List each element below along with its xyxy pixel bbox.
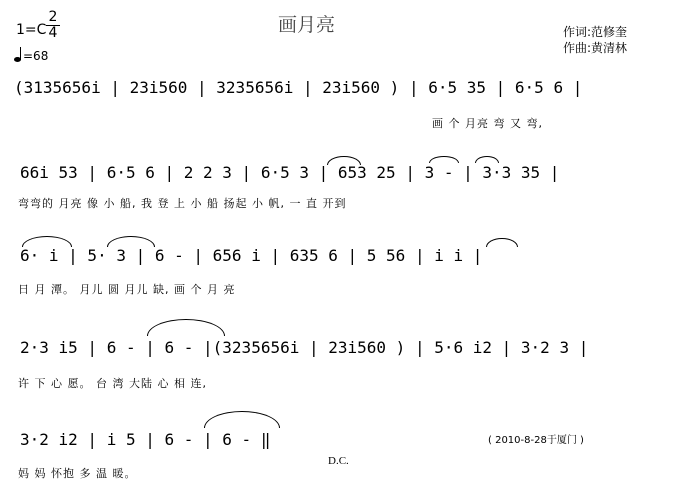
composition-date: ( 2010-8-28于厦门 ) [488,435,584,446]
lyrics-3-text: 日 月 潭。 月儿 圆 月儿 缺, 画 个 月 亮 [18,283,236,296]
staff-3-notes: 6· i | 5· 3 | 6 - | 656 i | 635 6 | 5 56 | i i | [20,246,483,265]
time-signature-bottom: 4 [48,25,58,41]
lyrics-5-text: 妈 妈 怀抱 多 温 暖。 [18,467,137,480]
tempo-marking [14,47,48,63]
staff-1-notes: (3135656i | 23i560 | 3235656i | 23i560 ) | 6·5 35 | 6·5 6 | [14,78,583,97]
composer: 作曲:黄清林 [563,41,628,55]
slur [327,156,361,165]
lyricist: 作词:范修奎 [563,25,628,39]
quarter-note-icon [14,47,23,62]
slur [107,236,155,247]
da-capo-marking: D.C. [328,455,349,467]
tempo-value: =68 [23,49,49,63]
slur [475,156,499,163]
lyrics-1-text: 画 个 月亮 弯 又 弯, [432,117,543,130]
credits [563,24,627,56]
slur [204,411,280,428]
staff-4-notes: 2·3 i5 | 6 - | 6 - |(3235656i | 23i560 ) | 5·6 i2 | 3·2 3 | [20,338,589,357]
time-signature-top: 2 [46,10,60,26]
time-signature [46,10,60,41]
slur [147,319,225,336]
staff-5-notes: 3·2 i2 | i 5 | 6 - | 6 - ‖ [20,430,271,449]
slur [429,156,459,163]
lyrics-2-text: 弯弯的 月亮 像 小 船, 我 登 上 小 船 扬起 小 帆, 一 直 开到 [18,197,347,210]
slur [486,238,518,247]
slur [22,236,72,247]
key-signature: 1=C [16,22,47,38]
staff-2-notes: 66i 53 | 6·5 6 | 2 2 3 | 6·5 3 | 653 25 | 3 - | 3·3 35 | [20,163,560,182]
song-title: 画月亮 [278,14,336,36]
lyrics-4-text: 许 下 心 愿。 台 湾 大陆 心 相 连, [18,377,207,390]
